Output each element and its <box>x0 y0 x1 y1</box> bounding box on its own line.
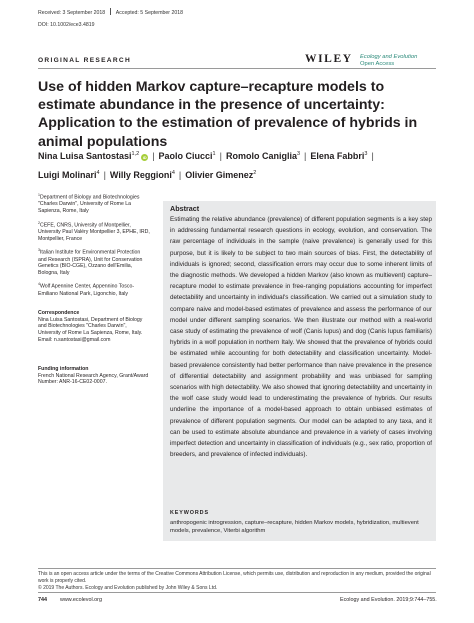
author[interactable]: Nina Luisa Santostasi$^{1,2}$ <box>38 151 140 161</box>
author[interactable]: Willy Reggioni$^4$ <box>109 169 175 180</box>
affiliation: $^1$Department of Biology and Biotechnologies "Charles Darwin", University of Rome La Sapienza, Rome, Italy <box>38 193 140 215</box>
correspondence <box>38 310 150 344</box>
affiliation: $^3$Italian Institute for Environmental Protection and Research (ISPRA), Unit for Conservation Genetics (BIO-CGE), Ozzano dell'Emilia, Bologna, Italy <box>38 248 143 276</box>
author[interactable]: Romolo Caniglia$^3$ <box>225 151 301 161</box>
publisher-logo: WILEY <box>305 53 353 65</box>
correspondence-address: Nina Luisa Santostasi, Department of Biology and Biotechnologies "Charles Darwin", University of Rome La Sapienza, Rome, Italy. <box>38 316 143 337</box>
page-footer-divider <box>38 592 436 593</box>
page-number: 744 <box>38 597 47 603</box>
copyright-text: © 2019 The Authors. Ecology and Evolution published by John Wiley & Sons Ltd. <box>38 585 218 591</box>
article-section-label: ORIGINAL RESEARCH <box>38 57 132 64</box>
keywords-heading: KEYWORDS <box>170 510 209 516</box>
author[interactable]: Luigi Molinari$^4$ <box>38 169 100 180</box>
footer-divider <box>38 568 436 569</box>
funding-text: French National Research Agency, Grant/Award Number: ANR-16-CE02-0007. <box>38 372 149 386</box>
author-list <box>38 146 438 183</box>
author-separator: | <box>304 151 307 161</box>
journal-website-link[interactable]: www.ecolevol.org <box>60 597 102 603</box>
correspondence-heading: Correspondence <box>38 310 80 316</box>
keywords-text: anthropogenic introgression, capture–recapture, hidden Markov models, hybridization, multievent models, prevalence, Viterbi algorithm <box>170 520 419 534</box>
funding <box>38 366 150 386</box>
journal-citation: Ecology and Evolution. 2019;9:744–755. <box>340 597 437 603</box>
affiliation: $^2$CEFE, CNRS, University of Montpellier, University Paul Valéry Montpellier 3, EPHE, IRD, Montpellier, France <box>38 220 150 242</box>
license-text: This is an open access article under the terms of the Creative Commons Attribution License, which permits use, distribution and reproduction in any medium, provided the original work is properly cited. <box>38 571 431 584</box>
affiliation: $^4$Wolf Apennine Center, Appennino Tosco-Emiliano National Park, Ligonchio, Italy <box>38 282 135 297</box>
date-separator <box>110 8 111 15</box>
author[interactable]: Olivier Gimenez$^2$ <box>185 169 257 180</box>
correspondence-email[interactable]: Email: n.santostasi@gmail.com <box>38 336 111 343</box>
accepted-date: Accepted: 5 September 2018 <box>115 10 183 16</box>
orcid-icon[interactable]: iD <box>142 155 147 160</box>
author-separator: | <box>219 151 222 161</box>
funding-heading: Funding information <box>38 366 89 372</box>
journal-logo <box>360 54 417 68</box>
author[interactable]: Elena Fabbri$^3$ <box>310 151 368 161</box>
article-title: Use of hidden Markov capture–recapture models to estimate abundance in the presence of uncertainty: Application to the estimation of prevalence of hybrids in animal populations <box>38 79 418 150</box>
journal-access-label: Open Access <box>360 61 395 68</box>
author-separator: | <box>371 151 374 161</box>
doi[interactable]: DOI: 10.1002/ece3.4819 <box>38 22 95 28</box>
affiliations <box>38 192 150 302</box>
author-separator: | <box>152 151 155 161</box>
abstract-text: Estimating the relative abundance (prevalence) of different population segments is a key step in addressing fundamental research questions in ecology, evolution, and conservation. The raw percentage of individuals in the sample (naive prevalence) is generally used for this purpose, but it is likely to be subject to two main sources of bias. First, the detectability of individuals is ignored; second, classification errors may occur due to some inherent limits of the diagnostic methods. We developed a hidden Markov (also known as multievent) capture–recapture model to estimate prevalence in free-ranging populations accounting for imperfect detectability and uncertainty in individual's classification. We carried out a simulation study to compare naive and model-based estimates of prevalence and assess the performance of our model under different sampling scenarios. We then illustrate our method with a real-world case study of estimating the prevalence of wolf (Canis lupus) and dog (Canis lupus familiaris) hybrids in a wolf population in northern Italy. We showed that the prevalence of hybrids could be estimated while accounting for both detectability and classification uncertainty. Model-based prevalence consistently had better performance than naive prevalence in the presence of differential detectability and assignment probability and was unbiased for sampling scenarios with high detectability. We also showed that ignoring detectability and uncertainty in the wolf case study would lead to underestimating the prevalence of hybrids. Our results underline the importance of a model-based approach to obtain unbiased estimates of prevalence of different population segments. Our model can be adapted to any taxa, and it can be used to estimate absolute abundance and prevalence in a variety of cases involving imperfect detection and uncertainty in classification of individuals (e.g., sex ratio, proportion of breeders, and prevalence of infected individuals). <box>170 216 432 459</box>
publication-dates <box>38 8 183 16</box>
author-separator: | <box>103 169 106 180</box>
license-notice <box>38 571 438 592</box>
author-separator: | <box>178 169 182 180</box>
journal-name: Ecology and Evolution <box>360 54 418 60</box>
received-date: Received: 3 September 2018 <box>38 10 106 16</box>
author[interactable]: Paolo Ciucci$^1$ <box>158 151 216 161</box>
header-divider <box>38 68 436 69</box>
abstract-heading: Abstract <box>170 204 200 213</box>
